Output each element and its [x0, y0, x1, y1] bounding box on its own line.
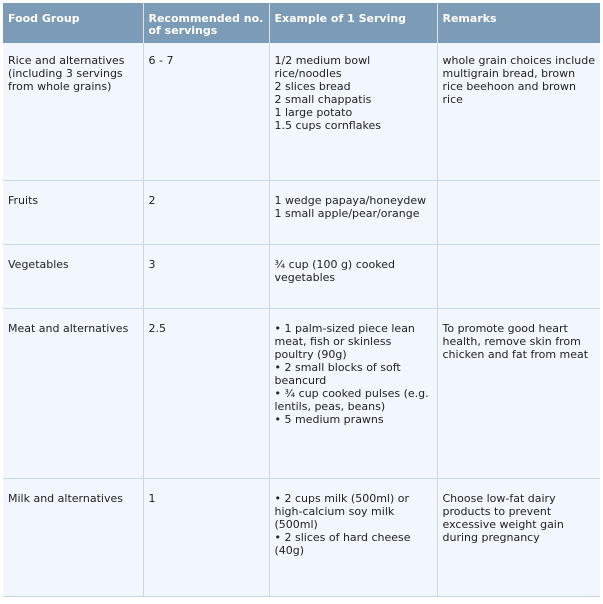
- cell-servings: 3: [143, 244, 269, 308]
- table-row: [3, 308, 600, 478]
- serving-guide-table-container: [3, 3, 600, 597]
- header-example-serving: Example of 1 Serving: [269, 3, 437, 43]
- table-row: [3, 180, 600, 244]
- cell-example: • 2 cups milk (500ml) or high-calcium soy milk (500ml) • 2 slices of hard cheese (40g): [269, 478, 437, 596]
- header-food-group: Food Group: [3, 3, 143, 43]
- cell-example: 1 wedge papaya/honeydew 1 small apple/pear/orange: [269, 180, 437, 244]
- cell-servings: 6 - 7: [143, 43, 269, 180]
- cell-servings: 2.5: [143, 308, 269, 478]
- table-row: [3, 43, 600, 180]
- cell-servings: 1: [143, 478, 269, 596]
- cell-example: 1/2 medium bowl rice/noodles 2 slices bread 2 small chappatis 1 large potato 1.5 cups cornflakes: [269, 43, 437, 180]
- cell-food-group: Fruits: [3, 180, 143, 244]
- cell-food-group: Meat and alternatives: [3, 308, 143, 478]
- cell-food-group: Milk and alternatives: [3, 478, 143, 596]
- header-row: [3, 3, 600, 43]
- table-body: [3, 43, 600, 596]
- table-row: [3, 478, 600, 596]
- cell-example: • 1 palm-sized piece lean meat, fish or skinless poultry (90g) • 2 small blocks of soft beancurd • ¾ cup cooked pulses (e.g. lentils, peas, beans) • 5 medium prawns: [269, 308, 437, 478]
- table-header: [3, 3, 600, 43]
- cell-remarks: whole grain choices include multigrain bread, brown rice beehoon and brown rice: [437, 43, 600, 180]
- cell-remarks: Choose low-fat dairy products to prevent excessive weight gain during pregnancy: [437, 478, 600, 596]
- cell-example: ¾ cup (100 g) cooked vegetables: [269, 244, 437, 308]
- cell-food-group: Vegetables: [3, 244, 143, 308]
- cell-servings: 2: [143, 180, 269, 244]
- serving-guide-table: [3, 3, 600, 597]
- cell-remarks: [437, 244, 600, 308]
- cell-food-group: Rice and alternatives (including 3 servings from whole grains): [3, 43, 143, 180]
- cell-remarks: [437, 180, 600, 244]
- header-recommended-servings: Recommended no. of servings: [143, 3, 269, 43]
- table-row: [3, 244, 600, 308]
- cell-remarks: To promote good heart health, remove skin from chicken and fat from meat: [437, 308, 600, 478]
- header-remarks: Remarks: [437, 3, 600, 43]
